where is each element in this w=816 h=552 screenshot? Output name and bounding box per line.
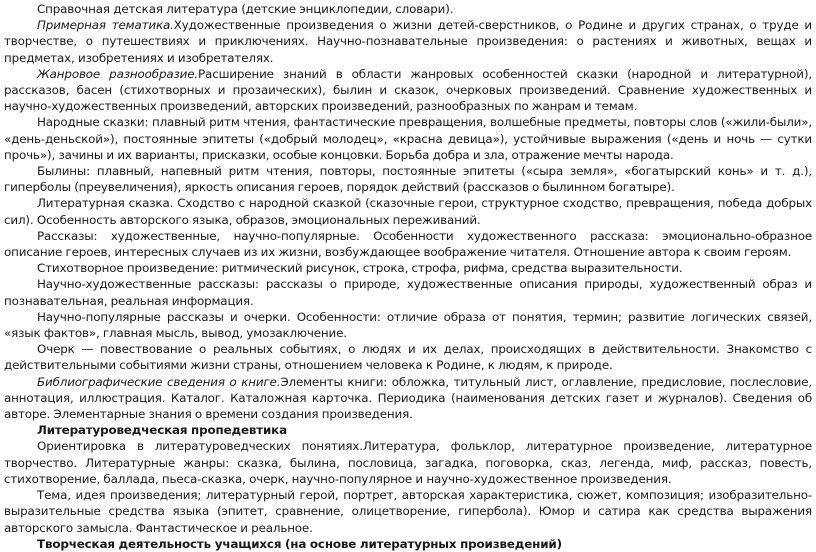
paragraph-text: Тема, идея произведения; литературный герой, портрет, авторская характеристика, сюжет, композиция; изобразительно-выразительные средства языка (эпитет, сравнение, олицетворение, гипербола). Юмор и сатира как средства выражения авторского замысла. Фантастическое и реальное. <box>4 488 812 535</box>
paragraph-text: Элементы книги: обложка, титульный лист, оглавление, предисловие, послесловие, аннотация, иллюстрация. Каталог. Каталожная карточка. Периодика (наименования детских газет и журналов). Сведения об авторе. Элементарные знания о времени создания произведения. <box>4 374 812 422</box>
paragraph-sample-topics <box>4 17 812 66</box>
paragraph-essay <box>4 341 812 373</box>
paragraph-popular-science <box>4 309 812 341</box>
section-heading: Литературоведческая пропедевтика <box>37 423 287 438</box>
paragraph-text: Былины: плавный, напевный ритм чтения, повторы, постоянные эпитеты («сыра земля», «богатырский конь» и т. д.), гиперболы (преувеличения), яркость описания героев, порядок действий (рассказов о былинном богатыре). <box>4 164 812 195</box>
paragraph-reference-literature <box>4 1 812 17</box>
paragraph-genre-variety <box>4 66 812 115</box>
paragraph-lead: Примерная тематика. <box>37 18 174 33</box>
paragraph-text: Расширение знаний в области жанровых особенностей сказки (народной и литературной), рассказов, басен (стихотворных и прозаических), былин и сказок, очерковых произведений. Сравнение художественных и научно-художественных произведений, авторских произведений, разнообразных по жанрам и темам. <box>4 66 813 114</box>
paragraph-text: Ориентировка в литературоведческих понятиях.Литература, фольклор, литературное произведение, литературное творчество. Литературные жанры: сказка, былина, пословица, загадка, поговорка, сказ, легенда, миф, рассказ, повесть, стихотворение, баллада, пьеса-сказка, очерк, научно-популярное и научно-художественное произведения. <box>4 439 812 486</box>
section-heading: Творческая деятельность учащихся (на основе литературных произведений) <box>37 536 562 551</box>
paragraph-byliny <box>4 163 812 195</box>
paragraph-bibliography <box>4 374 812 423</box>
paragraph-poetry <box>4 260 812 276</box>
paragraph-folk-tales <box>4 114 812 163</box>
section-heading-creative-activity <box>4 536 812 552</box>
paragraph-literary-concepts <box>4 438 812 487</box>
paragraph-stories <box>4 228 812 260</box>
paragraph-text: Художественные произведения о жизни детей-сверстников, о Родине и других странах, о труде и творчестве, о путешествиях и приключениях. Научно-познавательные произведения: о растениях и животных, вещах и предметах, изобретениях и изобретателях. <box>4 18 812 65</box>
paragraph-text: Стихотворное произведение: ритмический рисунок, строка, строфа, рифма, средства выразительности. <box>37 261 683 276</box>
paragraph-text: Рассказы: художественные, научно-популярные. Особенности художественного рассказа: эмоционально-образное описание героев, интересных случаев из их жизни, возбуждающее воображение читателя. Отношение автора к своим героям. <box>4 228 812 260</box>
paragraph-text: Научно-популярные рассказы и очерки. Особенности: отличие образа от понятия, термин; развитие логических связей, «язык фактов», главная мысль, вывод, умозаключение. <box>4 309 812 341</box>
paragraph-theme-idea <box>4 487 812 536</box>
paragraph-science-art-stories <box>4 276 812 308</box>
paragraph-lead: Библиографические сведения о книге. <box>37 374 281 389</box>
paragraph-lead: Жанровое разнообразие. <box>37 66 199 81</box>
paragraph-text: Очерк — повествование о реальных событиях, о людях и их делах, происходящих в действительности. Знакомство с действительными событиями жизни страны, отношением человека к Родине, к людям, к природе. <box>4 342 812 373</box>
section-heading-propaedeutics <box>4 422 812 438</box>
paragraph-literary-tale <box>4 195 812 227</box>
paragraph-text: Литературная сказка. Сходство с народной сказкой (сказочные герои, структурное сходство, превращения, победа добрых сил). Особенность авторского языка, образов, эмоциональных переживаний. <box>4 196 812 227</box>
paragraph-text: Научно-художественные рассказы: рассказы о природе, художественные описания природы, художественный образ и познавательная, реальная информация. <box>4 277 812 308</box>
paragraph-text: Народные сказки: плавный ритм чтения, фантастические превращения, волшебные предметы, повторы слов («жили-были», «день-деньской»), постоянные эпитеты («добрый молодец», «красна девица»), устойчивые выражения («день и ночь — сутки прочь»), зачины и их варианты, присказки, особые концовки. Борьба добра и зла, отражение мечты народа. <box>4 115 812 162</box>
paragraph-text: Справочная детская литература (детские энциклопедии, словари). <box>37 2 454 16</box>
